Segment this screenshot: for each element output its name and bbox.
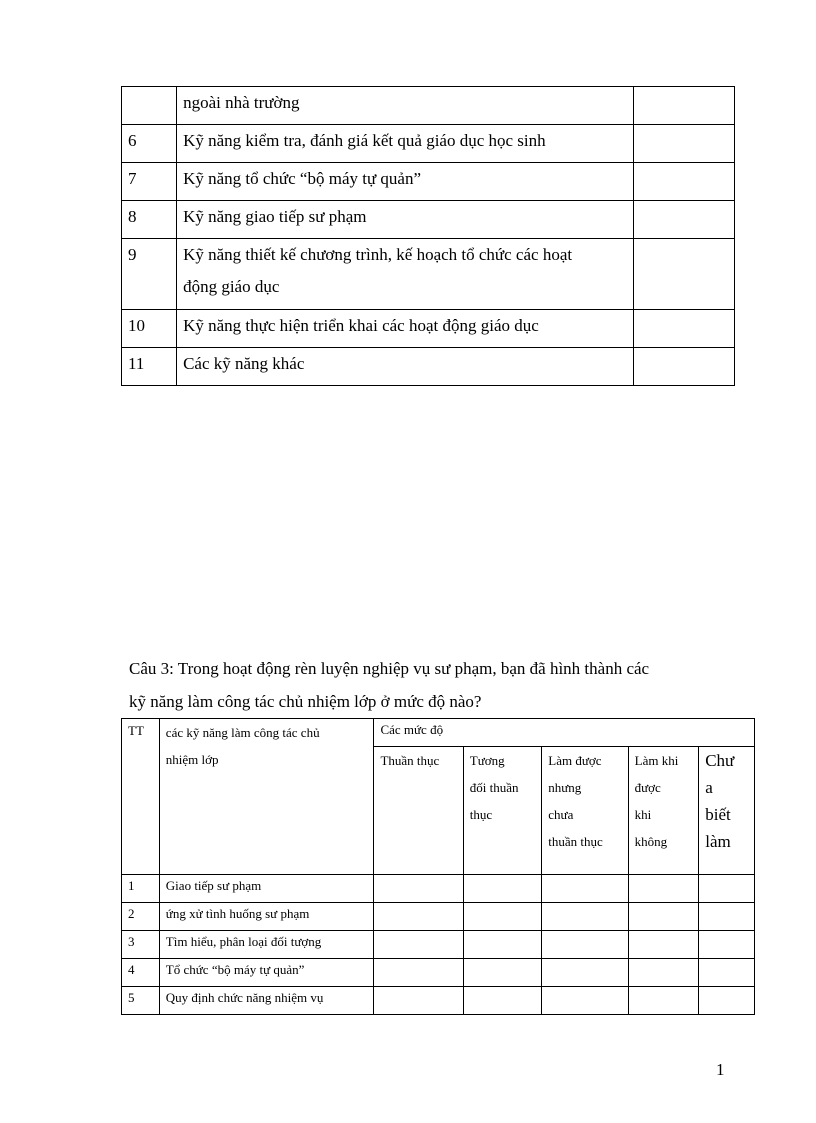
level-cell <box>628 931 699 959</box>
row-number: 8 <box>122 201 177 239</box>
row-number: 5 <box>122 987 160 1015</box>
table-row <box>122 987 755 1015</box>
skill-text: Kỹ năng thiết kế chương trình, kế hoạch tổ chức các hoạt động giáo dục <box>177 239 634 310</box>
skill-text: ứng xử tình huống sư phạm <box>159 903 374 931</box>
level-cell <box>374 875 463 903</box>
table-row <box>122 239 735 310</box>
rating-cell <box>633 201 734 239</box>
row-number: 3 <box>122 931 160 959</box>
header-level-4: Làm khi được khi không <box>628 747 699 875</box>
level-cell <box>463 903 542 931</box>
rating-cell <box>633 125 734 163</box>
header-level-3: Làm được nhưng chưa thuần thục <box>542 747 628 875</box>
table-row <box>122 348 735 386</box>
skill-text: ngoài nhà trường <box>177 87 634 125</box>
skill-text: Giao tiếp sư phạm <box>159 875 374 903</box>
table-row <box>122 163 735 201</box>
row-number: 10 <box>122 310 177 348</box>
level-cell <box>463 875 542 903</box>
level-cell <box>699 931 755 959</box>
skill-text: Kỹ năng thực hiện triển khai các hoạt động giáo dục <box>177 310 634 348</box>
row-number: 11 <box>122 348 177 386</box>
question-line-1: Câu 3: Trong hoạt động rèn luyện nghiệp vụ sư phạm, bạn đã hình thành các <box>129 659 650 678</box>
rating-cell <box>633 163 734 201</box>
level-cell <box>628 875 699 903</box>
table-row <box>122 903 755 931</box>
row-number: 7 <box>122 163 177 201</box>
row-number: 2 <box>122 903 160 931</box>
level-cell <box>463 931 542 959</box>
level-cell <box>699 959 755 987</box>
skill-text: Kỹ năng tổ chức “bộ máy tự quản” <box>177 163 634 201</box>
level-cell <box>542 931 628 959</box>
header-tt: TT <box>122 719 160 875</box>
row-number: 6 <box>122 125 177 163</box>
header-skill: các kỹ năng làm công tác chủ nhiệm lớp <box>159 719 374 875</box>
level-cell <box>463 959 542 987</box>
level-cell <box>374 987 463 1015</box>
rating-cell <box>633 239 734 310</box>
rating-cell <box>633 87 734 125</box>
table-row <box>122 310 735 348</box>
skill-text: Tổ chức “bộ máy tự quản” <box>159 959 374 987</box>
level-cell <box>374 959 463 987</box>
skills-table-continued <box>121 86 735 386</box>
table-row <box>122 959 755 987</box>
table-row <box>122 125 735 163</box>
header-levels: Các mức độ <box>374 719 755 747</box>
level-cell <box>628 903 699 931</box>
row-number <box>122 87 177 125</box>
skill-text: Tìm hiểu, phân loại đối tượng <box>159 931 374 959</box>
level-cell <box>699 903 755 931</box>
question-3 <box>129 652 749 718</box>
level-cell <box>374 931 463 959</box>
row-number: 9 <box>122 239 177 310</box>
row-number: 1 <box>122 875 160 903</box>
skill-text: Quy định chức năng nhiệm vụ <box>159 987 374 1015</box>
level-cell <box>542 959 628 987</box>
table-row <box>122 875 755 903</box>
header-level-1: Thuần thục <box>374 747 463 875</box>
question-line-2: kỹ năng làm công tác chủ nhiệm lớp ở mức độ nào? <box>129 692 482 711</box>
row-number: 4 <box>122 959 160 987</box>
level-cell <box>374 903 463 931</box>
level-cell <box>699 987 755 1015</box>
level-cell <box>542 903 628 931</box>
level-cell <box>699 875 755 903</box>
header-level-5: Chư a biết làm <box>699 747 755 875</box>
level-cell <box>628 987 699 1015</box>
header-level-2: Tương đối thuần thục <box>463 747 542 875</box>
skill-text: Kỹ năng kiểm tra, đánh giá kết quả giáo dục học sinh <box>177 125 634 163</box>
level-cell <box>542 987 628 1015</box>
homeroom-skills-table <box>121 718 755 1015</box>
table-row <box>122 201 735 239</box>
level-cell <box>628 959 699 987</box>
table-row <box>122 87 735 125</box>
skill-text: Các kỹ năng khác <box>177 348 634 386</box>
rating-cell <box>633 310 734 348</box>
rating-cell <box>633 348 734 386</box>
level-cell <box>542 875 628 903</box>
table-row <box>122 931 755 959</box>
table-header-row <box>122 719 755 747</box>
skill-text: Kỹ năng giao tiếp sư phạm <box>177 201 634 239</box>
page-number: 1 <box>716 1060 725 1079</box>
level-cell <box>463 987 542 1015</box>
